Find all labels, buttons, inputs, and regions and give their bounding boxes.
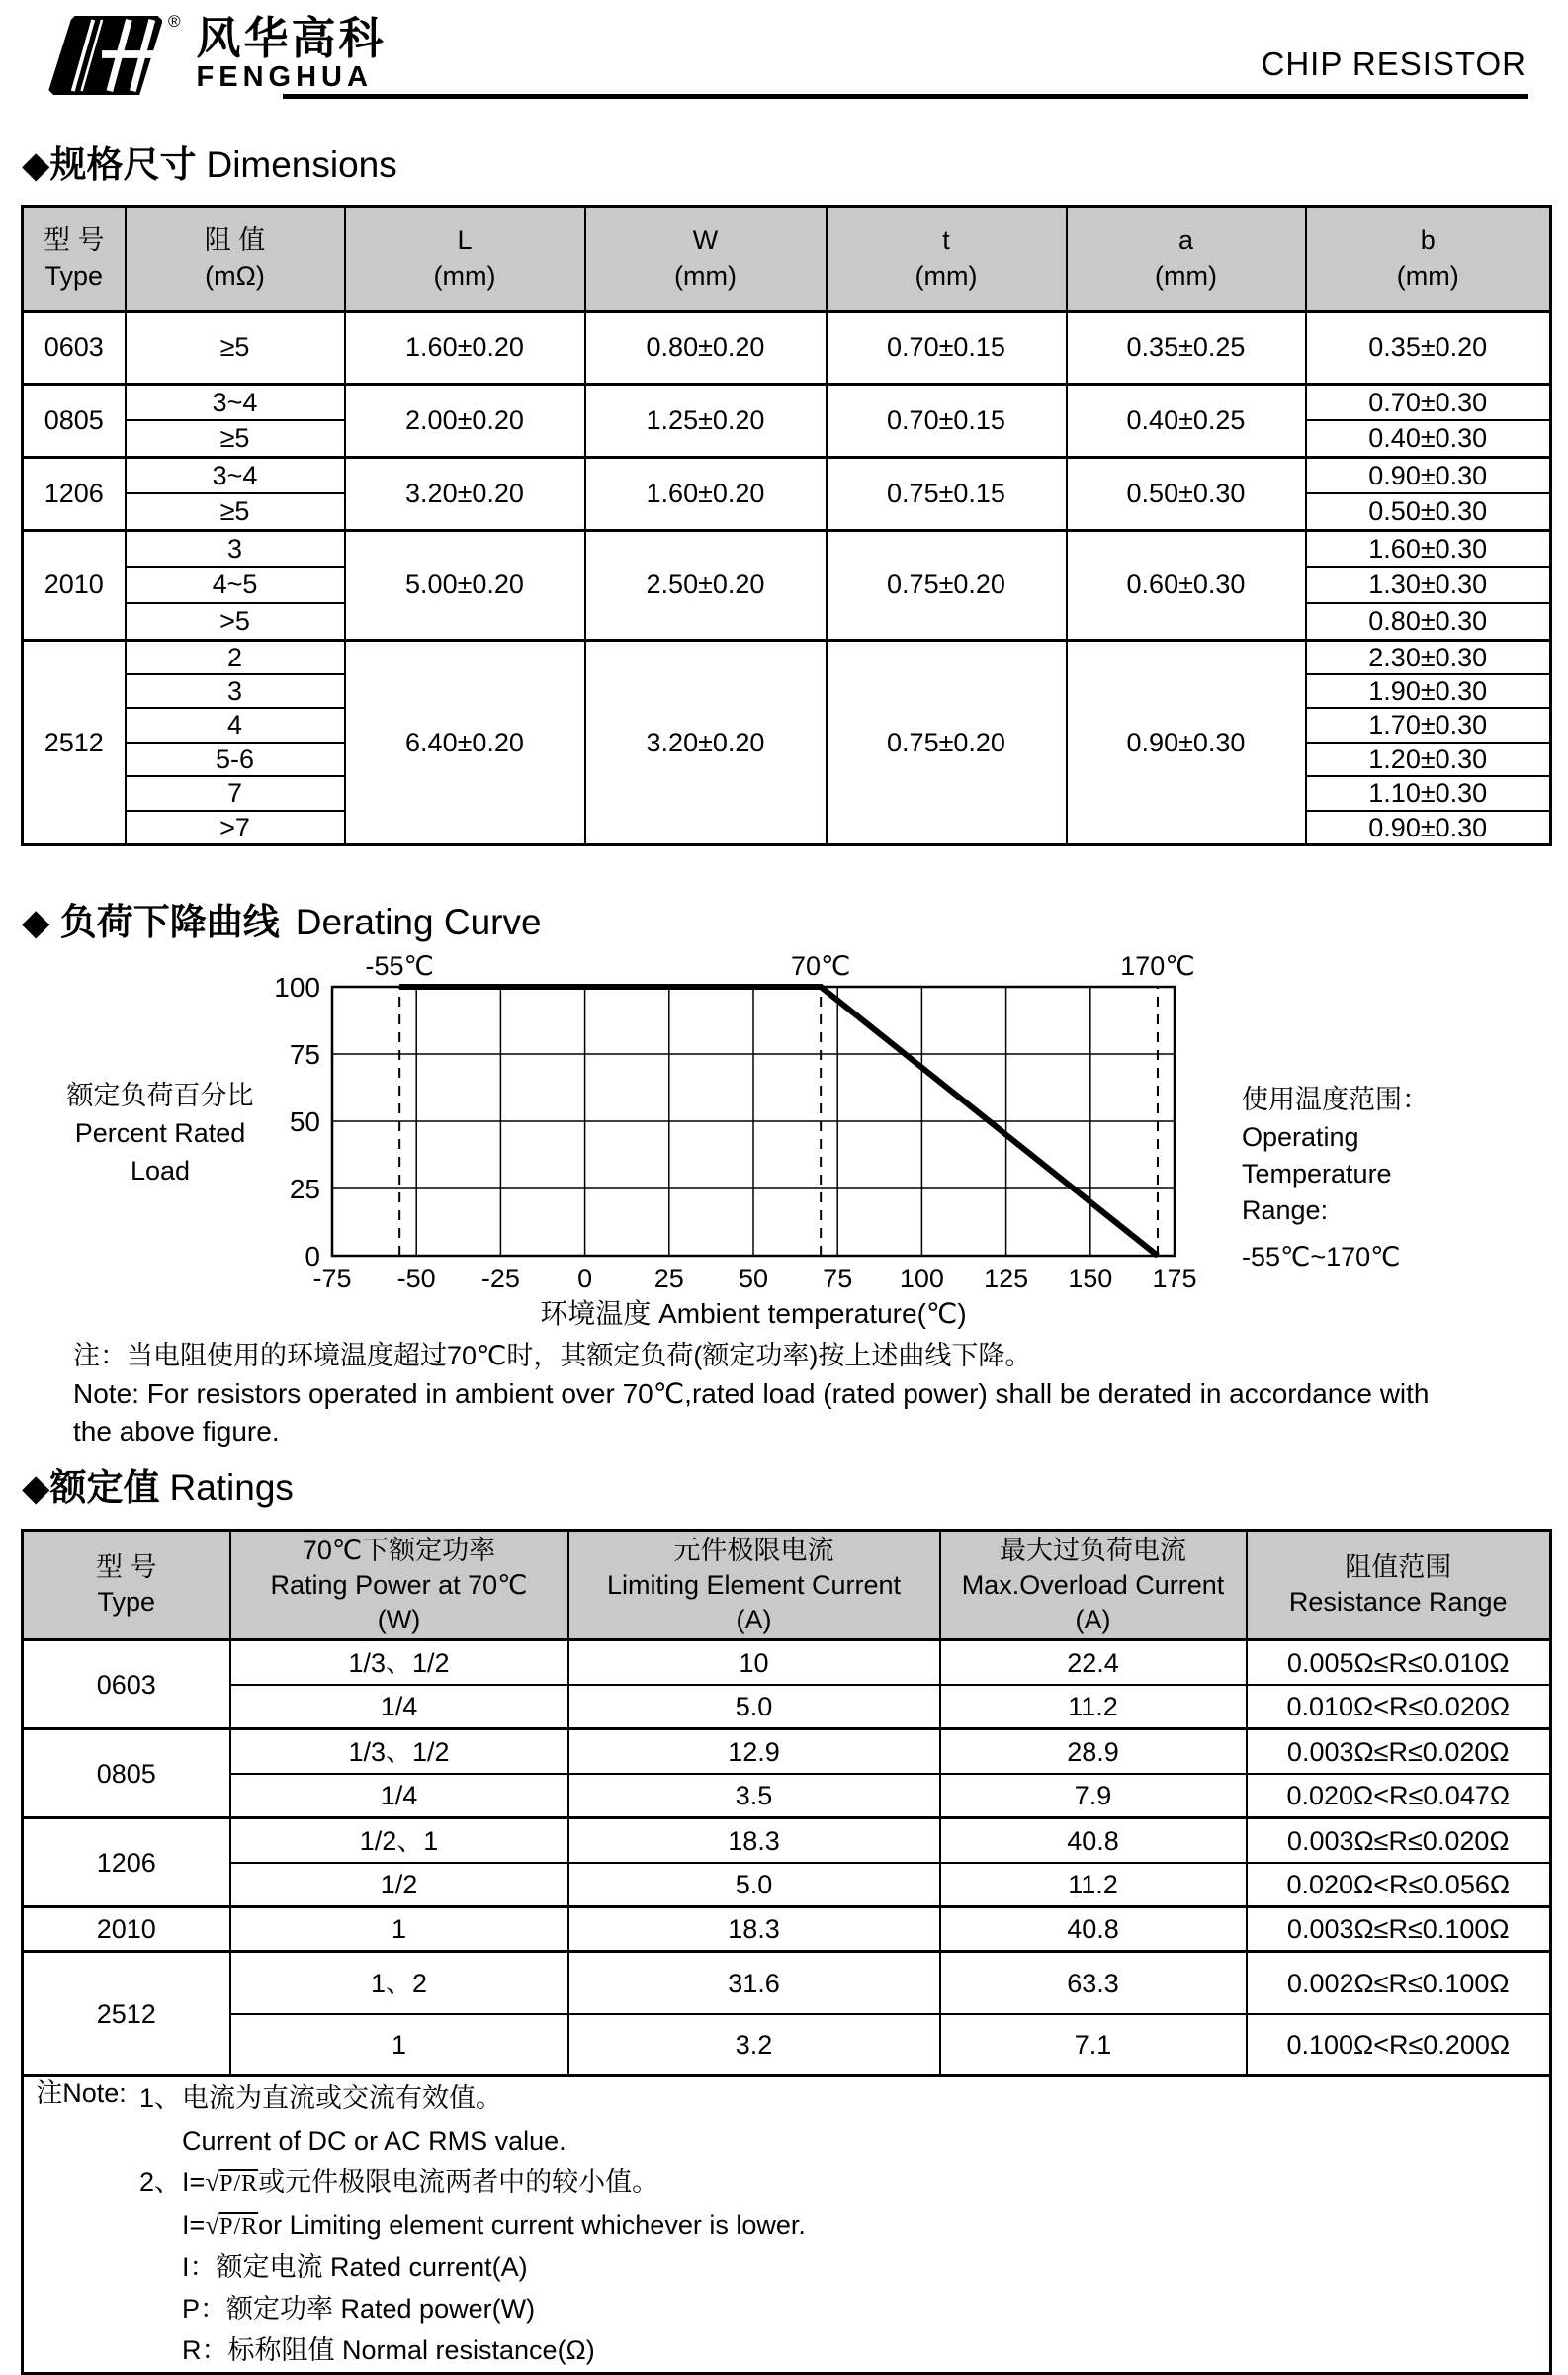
dim-a-cell: 0.60±0.30 <box>1067 530 1306 640</box>
note-label: 注Note: <box>36 2078 127 2109</box>
column-header-line: 70℃下额定功率 <box>302 1535 496 1565</box>
ratings-table <box>21 1529 1552 2374</box>
overload-cell: 11.2 <box>940 1685 1247 1729</box>
column-header-line: (A) <box>1075 1605 1111 1635</box>
overload-cell: 7.1 <box>940 2014 1247 2076</box>
limiting-cell: 18.3 <box>568 1818 940 1863</box>
ratings-heading-cn: ◆额定值 <box>22 1466 160 1508</box>
ratings-row <box>23 1907 1551 1952</box>
note-line <box>138 2204 806 2246</box>
resistance-cell: 3~4 <box>126 457 345 493</box>
temperature-annotation: 70℃ <box>790 951 851 982</box>
column-header-line: b <box>1420 225 1436 256</box>
dim-L-cell: 5.00±0.20 <box>345 530 585 640</box>
header-rule <box>283 94 1528 99</box>
sqrt-radicand: P/R <box>219 2171 259 2198</box>
column-header-line: (mm) <box>1155 260 1217 291</box>
ratings-row <box>23 1685 1551 1729</box>
dimension-row <box>23 311 1551 384</box>
note-line <box>138 2288 806 2330</box>
dim-a-cell: 0.40±0.25 <box>1067 384 1306 457</box>
power-cell: 1、2 <box>230 1952 568 2014</box>
overload-cell: 40.8 <box>940 1818 1247 1863</box>
limiting-cell: 5.0 <box>568 1685 940 1729</box>
derating-chart-block <box>57 943 1568 1336</box>
note-text: I：额定电流 Rated current(A) <box>182 2251 528 2282</box>
column-header <box>230 1531 568 1640</box>
ratings-section-heading <box>22 1467 1568 1510</box>
column-header-line: (mΩ) <box>205 260 265 291</box>
dimension-row <box>23 640 1551 674</box>
chart-y-label-en: Percent Rated Load <box>74 1118 246 1187</box>
operating-range-line: Temperature <box>1242 1158 1392 1188</box>
dim-b-cell: 1.30±0.30 <box>1306 567 1551 603</box>
dim-b-cell: 0.90±0.30 <box>1306 811 1551 845</box>
column-header-line: Type <box>44 260 104 291</box>
brand-name-en: FENGHUA <box>196 61 373 93</box>
note-text: I= <box>182 2167 206 2198</box>
page-header <box>0 0 1568 99</box>
dim-a-cell: 0.35±0.25 <box>1067 311 1306 384</box>
dim-b-cell: 0.80±0.30 <box>1306 603 1551 640</box>
dim-W-cell: 3.20±0.20 <box>585 640 827 844</box>
power-cell: 1/2、1 <box>230 1818 568 1863</box>
power-cell: 1/4 <box>230 1774 568 1818</box>
derating-heading-en: Derating Curve <box>295 901 542 942</box>
limiting-cell: 10 <box>568 1640 940 1685</box>
resistance-cell: 3~4 <box>126 384 345 420</box>
dim-t-cell: 0.70±0.15 <box>827 311 1067 384</box>
sqrt-expression <box>205 2161 258 2204</box>
limiting-cell: 5.0 <box>568 1863 940 1907</box>
dim-W-cell: 1.60±0.20 <box>585 457 827 530</box>
ratings-row <box>23 1640 1551 1685</box>
ratings-table-head <box>23 1531 1551 1640</box>
power-cell: 1/3、1/2 <box>230 1729 568 1774</box>
overload-cell: 28.9 <box>940 1729 1247 1774</box>
operating-range-line: Operating <box>1242 1121 1359 1152</box>
x-tick-label: 125 <box>984 1264 1029 1294</box>
column-header-line: Limiting Element Current <box>606 1569 902 1600</box>
derating-note-cn: 注：当电阻使用的环境温度超过70℃时，其额定负荷(额定功率)按上述曲线下降。 <box>73 1341 1032 1371</box>
resistance-cell: 4 <box>126 708 345 742</box>
type-cell: 2010 <box>23 530 126 640</box>
temperature-annotation: -55℃ <box>365 951 434 982</box>
x-axis-title: 环境温度 Ambient temperature(℃) <box>540 1298 967 1330</box>
resistance-cell: >5 <box>126 603 345 640</box>
resistance-cell: 4~5 <box>126 567 345 603</box>
column-header-line: W <box>692 225 719 256</box>
column-header-line: (A) <box>736 1605 772 1635</box>
resistance-cell: ≥5 <box>126 420 345 457</box>
overload-cell: 7.9 <box>940 1774 1247 1818</box>
type-cell: 1206 <box>23 457 126 530</box>
overload-cell: 22.4 <box>940 1640 1247 1685</box>
note-line <box>138 2330 806 2371</box>
column-header <box>126 206 345 311</box>
dimension-row <box>23 384 1551 420</box>
dim-W-cell: 2.50±0.20 <box>585 530 827 640</box>
spacer <box>1242 1229 1429 1239</box>
brand-text <box>196 13 387 94</box>
y-tick-label: 100 <box>274 972 320 1004</box>
dim-t-cell: 0.75±0.15 <box>827 457 1067 530</box>
column-header <box>585 206 827 311</box>
resistance-cell: ≥5 <box>126 311 345 384</box>
limiting-cell: 18.3 <box>568 1907 940 1952</box>
column-header-line: 阻值范围 <box>1345 1552 1452 1583</box>
note-text: R：标称阻值 Normal resistance(Ω) <box>182 2335 595 2366</box>
dim-L-cell: 1.60±0.20 <box>345 311 585 384</box>
type-cell: 0805 <box>23 384 126 457</box>
note-text: Current of DC or AC RMS value. <box>182 2125 566 2155</box>
dim-W-cell: 0.80±0.20 <box>585 311 827 384</box>
power-cell: 1/4 <box>230 1685 568 1729</box>
fenghua-logo-icon <box>45 14 162 97</box>
ratings-heading-en: Ratings <box>169 1466 294 1508</box>
y-tick-label: 0 <box>305 1241 320 1273</box>
note-number: 2、 <box>138 2167 182 2198</box>
column-header-line: (mm) <box>674 260 737 291</box>
ratings-table-body <box>23 1640 1551 2373</box>
resistance-cell: 3 <box>126 530 345 567</box>
dim-b-cell: 1.70±0.30 <box>1306 708 1551 742</box>
dim-b-cell: 1.60±0.30 <box>1306 530 1551 567</box>
power-cell: 1 <box>230 2014 568 2076</box>
note-number: 1、 <box>138 2083 182 2114</box>
x-tick-label: -25 <box>480 1264 520 1294</box>
note-lines <box>138 2077 806 2371</box>
dim-W-cell: 1.25±0.20 <box>585 384 827 457</box>
dimensions-section-heading <box>22 144 1568 187</box>
column-header-line: 最大过负荷电流 <box>1000 1535 1186 1565</box>
note-line <box>138 2161 806 2204</box>
document-title: CHIP RESISTOR <box>1261 45 1526 82</box>
x-tick-label: -50 <box>396 1264 436 1294</box>
dim-L-cell: 2.00±0.20 <box>345 384 585 457</box>
ratings-row <box>23 1818 1551 1863</box>
type-cell: 2512 <box>23 640 126 844</box>
column-header-line: 阻 值 <box>204 225 266 256</box>
dim-t-cell: 0.70±0.15 <box>827 384 1067 457</box>
column-header <box>827 206 1067 311</box>
column-header <box>1306 206 1551 311</box>
column-header <box>1067 206 1306 311</box>
column-header-line: 元件极限电流 <box>673 1535 834 1565</box>
x-tick-label: 100 <box>899 1264 944 1294</box>
column-header <box>345 206 585 311</box>
column-header-line: (mm) <box>915 260 978 291</box>
dim-L-cell: 3.20±0.20 <box>345 457 585 530</box>
ratings-row <box>23 2014 1551 2076</box>
dim-b-cell: 1.20±0.30 <box>1306 743 1551 776</box>
range-cell: 0.003Ω≤R≤0.020Ω <box>1247 1729 1551 1774</box>
type-cell: 0603 <box>23 1640 230 1729</box>
column-header-line: (W) <box>377 1605 421 1635</box>
y-tick-label: 50 <box>289 1106 320 1138</box>
column-header <box>940 1531 1247 1640</box>
dim-b-cell: 0.35±0.20 <box>1306 311 1551 384</box>
derating-note-en2: the above figure. <box>73 1416 280 1448</box>
header-row <box>23 1531 1551 1640</box>
overload-cell: 40.8 <box>940 1907 1247 1952</box>
type-cell: 1206 <box>23 1818 230 1907</box>
range-cell: 0.005Ω≤R≤0.010Ω <box>1247 1640 1551 1685</box>
dim-b-cell: 1.10±0.30 <box>1306 776 1551 810</box>
ratings-row <box>23 1952 1551 2014</box>
resistance-cell: 5-6 <box>126 743 345 776</box>
derating-note <box>73 1338 1568 1451</box>
type-cell: 2512 <box>23 1952 230 2076</box>
dim-t-cell: 0.75±0.20 <box>827 640 1067 844</box>
dim-a-cell: 0.90±0.30 <box>1067 640 1306 844</box>
type-cell: 0805 <box>23 1729 230 1818</box>
range-cell: 0.003Ω≤R≤0.020Ω <box>1247 1818 1551 1863</box>
column-header-line: 型 号 <box>43 225 105 256</box>
note-line <box>138 2246 806 2288</box>
column-header <box>1247 1531 1551 1640</box>
note-text: I= <box>182 2209 206 2240</box>
range-cell: 0.100Ω<R≤0.200Ω <box>1247 2014 1551 2076</box>
range-cell: 0.020Ω<R≤0.047Ω <box>1247 1774 1551 1818</box>
column-header-line: Type <box>97 1587 156 1618</box>
column-header-line: (mm) <box>433 260 496 291</box>
column-header <box>568 1531 940 1640</box>
resistance-cell: 7 <box>126 776 345 810</box>
dim-b-cell: 0.40±0.30 <box>1306 420 1551 457</box>
dimensions-heading-cn: ◆规格尺寸 <box>22 144 197 185</box>
brand-block <box>45 14 387 97</box>
power-cell: 1/2 <box>230 1863 568 1907</box>
y-tick-label: 25 <box>289 1174 320 1205</box>
type-cell: 0603 <box>23 311 126 384</box>
column-header-line: 型 号 <box>95 1552 157 1583</box>
y-tick-label: 75 <box>289 1039 320 1071</box>
type-cell: 2010 <box>23 1907 230 1952</box>
limiting-cell: 31.6 <box>568 1952 940 2014</box>
x-tick-label: 0 <box>577 1264 593 1294</box>
ratings-row <box>23 1774 1551 1818</box>
limiting-cell: 12.9 <box>568 1729 940 1774</box>
chart-y-label-cn: 额定负荷百分比 <box>66 1081 254 1111</box>
dim-b-cell: 0.50±0.30 <box>1306 493 1551 530</box>
note-text: P：额定功率 Rated power(W) <box>182 2293 536 2324</box>
x-tick-label: -75 <box>312 1264 352 1294</box>
temperature-annotation: 170℃ <box>1120 951 1195 982</box>
note-content <box>24 2077 1549 2371</box>
dimensions-heading-en: Dimensions <box>206 144 397 185</box>
power-cell: 1 <box>230 1907 568 1952</box>
column-header-line: (mm) <box>1396 260 1459 291</box>
x-tick-label: 50 <box>738 1264 769 1294</box>
range-cell: 0.003Ω≤R≤0.100Ω <box>1247 1907 1551 1952</box>
ratings-row <box>23 1863 1551 1907</box>
dim-b-cell: 0.90±0.30 <box>1306 457 1551 493</box>
x-tick-label: 25 <box>653 1264 684 1294</box>
dimension-row <box>23 530 1551 567</box>
limiting-cell: 3.5 <box>568 1774 940 1818</box>
note-text: 或元件极限电流两者中的较小值。 <box>258 2167 659 2198</box>
resistance-cell: ≥5 <box>126 493 345 530</box>
x-tick-label: 75 <box>823 1264 853 1294</box>
derating-chart <box>263 943 1212 1336</box>
note-text: 电流为直流或交流有效值。 <box>182 2083 502 2114</box>
note-line <box>138 2077 806 2119</box>
power-cell: 1/3、1/2 <box>230 1640 568 1685</box>
dimensions-table-body <box>23 311 1551 844</box>
header-row <box>23 206 1551 311</box>
resistance-cell: 2 <box>126 640 345 674</box>
sqrt-expression <box>205 2204 258 2246</box>
derating-note-en1: Note: For resistors operated in ambient over 70℃,rated load (rated power) shall be derated in accordance with <box>73 1377 1430 1409</box>
operating-range-value: -55℃~170℃ <box>1242 1242 1401 1273</box>
derating-section-heading <box>22 902 1568 944</box>
range-cell: 0.020Ω<R≤0.056Ω <box>1247 1863 1551 1907</box>
resistance-cell: 3 <box>126 674 345 708</box>
derating-curve-svg <box>263 943 1212 1331</box>
dimension-row <box>23 457 1551 493</box>
ratings-row <box>23 1729 1551 1774</box>
overload-cell: 11.2 <box>940 1863 1247 1907</box>
dim-a-cell: 0.50±0.30 <box>1067 457 1306 530</box>
sqrt-radicand: P/R <box>219 2213 259 2240</box>
column-header-line: t <box>942 225 950 256</box>
dim-b-cell: 0.70±0.30 <box>1306 384 1551 420</box>
chart-y-axis-label <box>57 1078 263 1189</box>
registered-mark: ® <box>168 12 181 31</box>
column-header-line: Rating Power at 70℃ <box>270 1569 528 1600</box>
column-header-line: L <box>457 225 473 256</box>
resistance-cell: >7 <box>126 811 345 845</box>
dimensions-table <box>21 205 1552 846</box>
dimensions-table-head <box>23 206 1551 311</box>
column-header-line: Resistance Range <box>1288 1587 1508 1618</box>
note-line <box>138 2120 806 2161</box>
range-cell: 0.002Ω≤R≤0.100Ω <box>1247 1952 1551 2014</box>
column-header-line: Max.Overload Current <box>961 1569 1225 1600</box>
limiting-cell: 3.2 <box>568 2014 940 2076</box>
column-header <box>23 206 126 311</box>
dim-b-cell: 1.90±0.30 <box>1306 674 1551 708</box>
note-text: or Limiting element current whichever is lower. <box>258 2209 806 2240</box>
operating-range-line: 使用温度范围： <box>1242 1085 1429 1115</box>
ratings-note-cell <box>23 2076 1551 2373</box>
column-header-line: a <box>1177 225 1194 256</box>
dim-b-cell: 2.30±0.30 <box>1306 640 1551 674</box>
dim-t-cell: 0.75±0.20 <box>827 530 1067 640</box>
derating-heading-cn: ◆ 负荷下降曲线 <box>22 901 280 942</box>
range-cell: 0.010Ω<R≤0.020Ω <box>1247 1685 1551 1729</box>
dim-L-cell: 6.40±0.20 <box>345 640 585 844</box>
operating-range-note <box>1242 1082 1429 1275</box>
column-header <box>23 1531 230 1640</box>
x-tick-label: 175 <box>1152 1264 1197 1294</box>
brand-name-cn: 风华高科 <box>196 13 387 63</box>
operating-range-line: Range: <box>1242 1195 1329 1226</box>
overload-cell: 63.3 <box>940 1952 1247 2014</box>
ratings-note-row <box>23 2076 1551 2373</box>
x-tick-label: 150 <box>1068 1264 1113 1294</box>
